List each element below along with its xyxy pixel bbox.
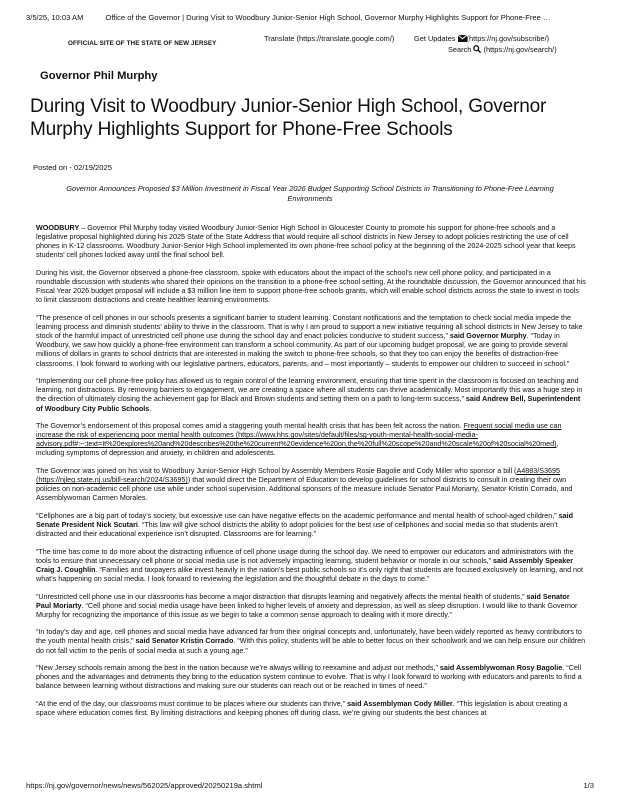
- speaker-attribution: said Senator Paul Moriarty: [36, 591, 570, 610]
- paragraph: [36, 223, 586, 260]
- quote-text: “In today’s day and age, cell phones and social media have advanced far from their original concepts and, unfortunately, have been widely reported as heavy contributors to the youth mental health crisis,”: [36, 627, 582, 646]
- hhs-advisory-link[interactable]: Frequent social media use can increase the risk of experiencing poor mental health outcomes (https://www.hhs.gov/sites/default/files/sg-youth-mental-health-social-media-advisory.pdf#:~:text=It%20explores%20and%20describes%20the%20current%20evidence%20on,the%20full%20scope%20and%20scale%20of%20social%20med): [36, 421, 562, 449]
- print-page-title: Office of the Governor | During Visit to Woodbury Junior-Senior High School, Governor Murphy Highlights Support for Phone-Free …: [105, 13, 551, 22]
- dateline: WOODBURY: [36, 223, 80, 232]
- print-datetime: 3/5/25, 10:03 AM: [26, 13, 84, 22]
- speaker-attribution: said Senator Kristin Corrado: [133, 636, 234, 646]
- paragraph-text: , including symptoms of depression and anxiety, in children and adolescents.: [36, 439, 559, 458]
- paragraph-text: The Governor was joined on his visit to Woodbury Junior-Senior High School by Assembly Members Rosie Bagolie and Cody Miller who sponsor a bill (: [36, 465, 517, 475]
- page-title: During Visit to Woodbury Junior-Senior High School, Governor Murphy Highlights Support for Phone-Free Schools: [30, 96, 547, 140]
- print-page-number: 1/3: [583, 781, 594, 790]
- quote-text: “Cellphones are a big part of today’s society, but excessive use can have negative effects on the academic performance and mental health of school-aged children,”: [36, 510, 557, 520]
- article-body: [36, 223, 586, 725]
- paragraph-text: – Governor Phil Murphy today visited Woodbury Junior-Senior High School in Gloucester County to promote his support for phone-free schools and a legislative proposal highlighted during his 2025 State of the State Address that would require all school districts in New Jersey to adopt policies restricting the use of cell phones in K-12 classrooms. Woodbury Junior-Senior High School implemented its own phone-free school policy at the beginning of the 2024-2025 school year that keeps students’ cell phones locked away until the final school bell.: [36, 223, 576, 260]
- search-url: (https://nj.gov/search/): [483, 45, 557, 54]
- translate-link[interactable]: Translate (https://translate.google.com/): [264, 34, 395, 43]
- paragraph: [36, 699, 586, 717]
- search-label: Search: [448, 45, 472, 54]
- paragraph-text: ) that would direct the Department of Education to develop guidelines for school districts to consult in creating their own policies on non-academic cell phone use while under school supervision. Additional sponsors of the measure include Senator Paul Moriarty, Senator Kristin Corrado, and Assemblywoman Carmen Morales.: [36, 475, 573, 503]
- search-icon: [473, 45, 481, 53]
- quote-text: . “This law will give school districts the ability to adopt policies for the best use of cellphones and social media so that students aren’t distracted and their educational experience isn’t disrupted. Classrooms are for learning.”: [36, 520, 558, 539]
- article-subtitle: Governor Announces Proposed $3 Million Investment in Fiscal Year 2026 Budget Supporting School Districts in Transitioning to Phone-Free Learning Environments: [66, 184, 554, 203]
- quote-text: “New Jersey schools remain among the best in the nation because we’re always willing to reexamine and adjust our methods,”: [36, 663, 438, 673]
- quote-text: . “With this policy, students will be able to better focus on their schoolwork and we can help ensure our children do not fall victim to the perils of social media at such a young age.”: [36, 636, 586, 655]
- quote-text: “Unrestricted cell phone use in our classrooms has become a major distraction that disrupts learning and negatively affects the mental health of students,”: [36, 591, 525, 601]
- print-url: https://nj.gov/governor/news/news/562025/approved/20250219a.shtml: [26, 781, 263, 790]
- get-updates-link[interactable]: [414, 34, 549, 43]
- governor-name[interactable]: Governor Phil Murphy: [40, 70, 158, 82]
- quote-text: “At the end of the day, our classrooms must continue to be places where our students can thrive,”: [36, 698, 346, 708]
- quote-text: . “Families and taxpayers alike invest heavily in the nation’s best public schools so it’s only right that students are focused exclusively on learning, and not what’s happening on social media. I look forward to reviewing the legislation and the thoughtful debate in the days to come.”: [36, 564, 584, 584]
- browser-header: [26, 13, 608, 22]
- paragraph-text: The Governor’s endorsement of this proposal comes amid a staggering youth mental health crisis that has been felt across the nation.: [36, 421, 464, 430]
- quote-text: . “Cell phone and social media usage have been linked to higher levels of anxiety and depression, as well as sleep disruption. I would like to thank Governor Murphy for recognizing the importance of this issue as we begin to take a common sense approach to dealing with it more directly.”: [36, 600, 578, 619]
- paragraph: [36, 627, 586, 654]
- quote-text: . “Today in Woodbury, we saw how quickly a phone-free environment can transform a school community. As part of our upcoming budget proposal, we are going to provide several millions of dollars in grants to school districts that are interested in making the switch to phone-free schools, so that they too can enjoy the benefits of distraction-free classrooms. I look forward to working with our legislative partners, educators, parents, and – most importantly – students to empower our children to succeed in school.”: [36, 331, 570, 368]
- quote-text: .: [149, 403, 152, 413]
- speaker-attribution: said Senate President Nick Scutari: [36, 510, 573, 529]
- speaker-attribution: said Assembly Speaker Craig J. Coughlin: [36, 555, 574, 574]
- paragraph: [36, 511, 586, 538]
- posted-date: Posted on - 02/19/2025: [33, 163, 112, 172]
- search-link[interactable]: [448, 45, 557, 54]
- envelope-icon: [458, 35, 467, 42]
- quote-text: . “This legislation is about creating a space where education comes first. By limiting distractions and keeping phones off during class, we’re giving our students the best chances at: [36, 698, 568, 717]
- get-updates-label: Get Updates: [414, 34, 456, 43]
- paragraph: [36, 466, 586, 503]
- speaker-attribution: said Andrew Bell, Superintendent of Woodbury City Public Schools: [36, 394, 581, 413]
- browser-footer: [26, 781, 594, 790]
- bill-link[interactable]: A4883/S3695 (https://njleg.state.nj.us/bill-search/2024/S3695): [36, 465, 561, 485]
- paragraph: [36, 592, 586, 619]
- quote-text: “The time has come to do more about the distracting influence of cell phone usage during the school day. We need to empower our educators and administrators with the tools to ensure that unnecessary cell phone or social media use is not adversely impacting learning, student behavior or morale in our schools,”: [36, 546, 574, 565]
- get-updates-url: (https://nj.gov/subscribe/): [466, 34, 550, 43]
- official-site-label: OFFICIAL SITE OF THE STATE OF NEW JERSEY: [68, 40, 217, 47]
- paragraph: [36, 313, 586, 368]
- quote-text: “The presence of cell phones in our schools presents a significant barrier to student learning. Constant notifications and the temptation to check social media impede the learning process and diminish students’ ability to thrive in the classroom. That is why I am proud to support a new initiative requiring all school districts in New Jersey to take stock of the harmful impact of unrestricted cell phone use during the school day and enact policies conducive to student success,”: [36, 312, 583, 341]
- paragraph: [36, 376, 586, 413]
- paragraph: [36, 547, 586, 584]
- speaker-attribution: said Assemblywoman Rosy Bagolie: [437, 663, 563, 673]
- quote-text: “Implementing our cell phone-free policy has allowed us to regain control of the learning environment, ensuring that time spent in the classroom is focused on teaching and learning, not distractions. By removing barriers to engagement, we are creating a space where all students can thrive academically. Most importantly this was a huge step in the direction of ultimately closing the achievement gap for Black and Brown students and setting them on a path to long-term success,”: [36, 376, 583, 404]
- paragraph: [36, 421, 586, 458]
- speaker-attribution: said Assemblyman Cody Miller: [345, 698, 453, 708]
- speaker-attribution: said Governor Murphy: [447, 331, 527, 341]
- quote-text: . “Cell phones and the advantages and detriments they bring to the education system continue to evolve. That is why I look forward to working with educators and parents to find a balance between learning without distractions and making sure our students can reach out or be reached in times of need.”: [36, 663, 582, 691]
- paragraph: During his visit, the Governor observed a phone-free classroom, spoke with educators about the impact of the school’s new cell phone policy, and participated in a roundtable discussion with students who shared their opinions on the transition to a phone-free school setting. At the roundtable discussion, the Governor announced that his Fiscal Year 2026 budget proposal will include a $3 million line item to support phone-free schools grants, which will enable school districts across the state to invest in tools to limit classroom distractions and create healthier learning environments.: [36, 267, 586, 305]
- paragraph: [36, 663, 586, 690]
